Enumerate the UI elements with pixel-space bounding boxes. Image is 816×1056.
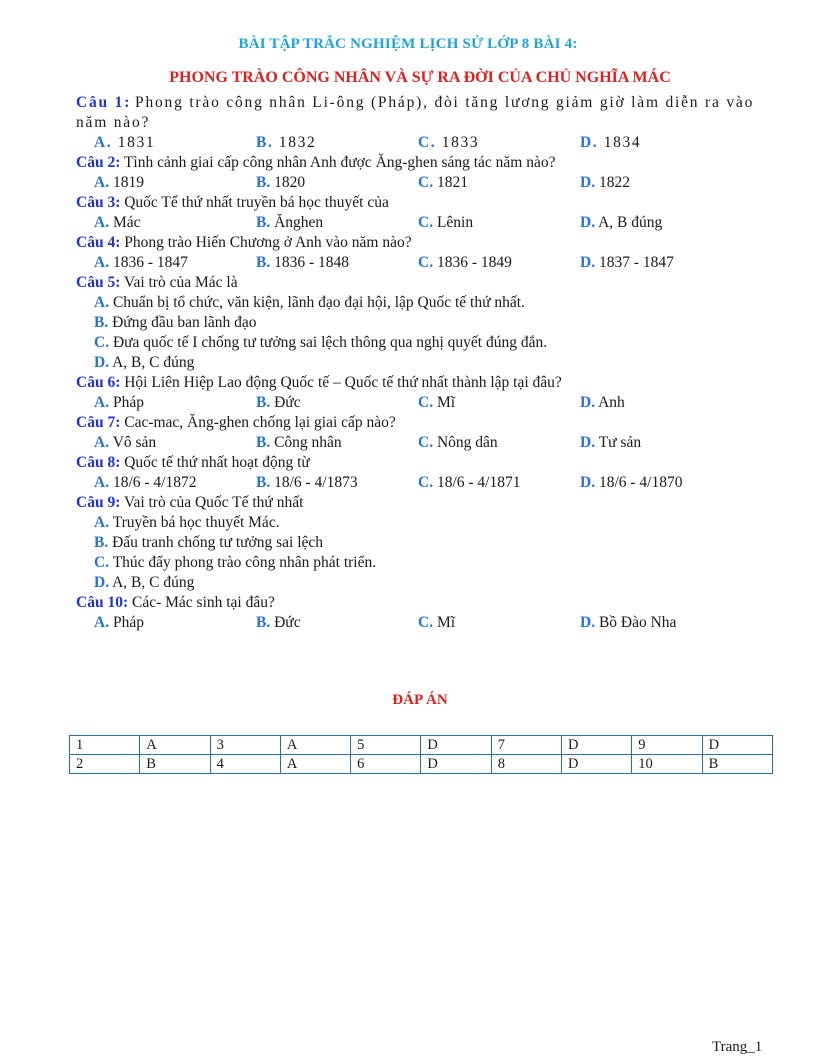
table-cell: D	[421, 755, 491, 774]
answer-key-table	[69, 735, 773, 774]
table-cell: 8	[491, 755, 561, 774]
question-number: Câu 8:	[76, 454, 121, 471]
option-c: C. Mĩ	[418, 614, 456, 631]
option-a: A. Chuẩn bị tổ chức, văn kiện, lãnh đạo đại hội, lập Quốc tế thứ nhất.	[94, 294, 525, 311]
option-c: C. 1836 - 1849	[418, 254, 512, 271]
table-cell: A	[280, 755, 350, 774]
option-d: D. A, B, C đúng	[94, 354, 195, 371]
question-text: Cac-mac, Ăng-ghen chống lại giai cấp nào?	[124, 414, 396, 431]
option-b: B. 18/6 - 4/1873	[256, 474, 358, 491]
question-text: Phong trào Hiến Chương ở Anh vào năm nào?	[124, 234, 412, 251]
option-a: A. Truyền bá học thuyết Mác.	[94, 514, 280, 531]
table-cell: D	[561, 755, 631, 774]
table-cell: 1	[70, 736, 140, 755]
question-8	[76, 453, 766, 473]
option-b: B. Đấu tranh chống tư tưởng sai lệch	[94, 534, 324, 551]
option-b: B. 1832	[256, 134, 317, 151]
table-cell: 5	[351, 736, 421, 755]
table-cell: 6	[351, 755, 421, 774]
question-text: Hội Liên Hiệp Lao động Quốc tế – Quốc tế thứ nhất thành lập tại đâu?	[124, 374, 562, 391]
table-cell: B	[140, 755, 210, 774]
document-subtitle: PHONG TRÀO CÔNG NHÂN VÀ SỰ RA ĐỜI CỦA CHỦ NGHĨA MÁC	[169, 69, 671, 86]
option-c: C. Nông dân	[418, 434, 498, 451]
option-b: B. Ănghen	[256, 214, 324, 231]
table-cell: 4	[210, 755, 280, 774]
question-6-options	[76, 393, 766, 413]
table-cell: D	[561, 736, 631, 755]
question-number: Câu 7:	[76, 414, 121, 431]
option-d: D. 1837 - 1847	[580, 254, 674, 271]
option-a: A. 1831	[94, 134, 156, 151]
option-c: C. 1821	[418, 174, 468, 191]
option-d: D. A, B, C đúng	[94, 574, 195, 591]
question-2-options	[76, 173, 766, 193]
question-1	[76, 93, 766, 133]
table-cell: B	[702, 755, 772, 774]
question-number: Câu 3:	[76, 194, 121, 211]
question-4	[76, 233, 766, 253]
question-number: Câu 6:	[76, 374, 121, 391]
page-number: Trang_1	[712, 1039, 763, 1055]
question-number: Câu 10:	[76, 594, 129, 611]
option-a: A. 1819	[94, 174, 144, 191]
option-a: A. Vô sản	[94, 434, 157, 451]
question-10	[76, 593, 766, 613]
question-5	[76, 273, 766, 293]
question-number: Câu 9:	[76, 494, 121, 511]
answer-key-title: ĐÁP ÁN	[392, 692, 448, 708]
question-text: Phong trào công nhân Li-ông (Pháp), đòi tăng lương giảm giờ làm diễn ra vào năm nào?	[76, 94, 755, 131]
option-d: D. A, B đúng	[580, 214, 663, 231]
table-cell: D	[702, 736, 772, 755]
option-a: A. Mác	[94, 214, 141, 231]
table-cell: D	[421, 736, 491, 755]
table-cell: 7	[491, 736, 561, 755]
question-text: Vai trò của Mác là	[123, 274, 238, 291]
question-7	[76, 413, 766, 433]
option-d: D. 1834	[580, 134, 642, 151]
option-b: B. Đứng đầu ban lãnh đạo	[94, 314, 257, 331]
option-b: B. Đức	[256, 614, 301, 631]
option-b: B. 1820	[256, 174, 306, 191]
option-a: A. Pháp	[94, 394, 144, 411]
table-cell: 10	[632, 755, 702, 774]
question-1-options	[76, 133, 766, 153]
option-d: D. Bồ Đào Nha	[580, 614, 677, 631]
question-list	[76, 93, 766, 633]
option-c: C. Đưa quốc tế I chống tư tưởng sai lệch thông qua nghị quyết đúng đắn.	[94, 334, 548, 351]
question-9-options	[76, 513, 766, 593]
question-2	[76, 153, 766, 173]
option-b: B. 1836 - 1848	[256, 254, 350, 271]
option-a: A. Pháp	[94, 614, 144, 631]
option-c: C. Mĩ	[418, 394, 456, 411]
question-text: Quốc tế thứ nhất hoạt động từ	[124, 454, 310, 471]
question-text: Tình cảnh giai cấp công nhân Anh được Ăng-ghen sáng tác năm nào?	[123, 154, 556, 171]
table-cell: A	[140, 736, 210, 755]
option-d: D. 18/6 - 4/1870	[580, 474, 683, 491]
document-title: BÀI TẬP TRẮC NGHIỆM LỊCH SỬ LỚP 8 BÀI 4:	[238, 36, 578, 52]
question-7-options	[76, 433, 766, 453]
table-cell: 2	[70, 755, 140, 774]
question-4-options	[76, 253, 766, 273]
question-3-options	[76, 213, 766, 233]
question-6	[76, 373, 766, 393]
question-number: Câu 4:	[76, 234, 121, 251]
option-a: A. 1836 - 1847	[94, 254, 188, 271]
question-10-options	[76, 613, 766, 633]
question-5-options	[76, 293, 766, 373]
option-d: D. 1822	[580, 174, 630, 191]
question-9	[76, 493, 766, 513]
table-row	[70, 736, 773, 755]
option-d: D. Anh	[580, 394, 625, 411]
option-c: C. 18/6 - 4/1871	[418, 474, 521, 491]
table-cell: 3	[210, 736, 280, 755]
question-number: Câu 2:	[76, 154, 121, 171]
option-c: C. Lênin	[418, 214, 474, 231]
option-d: D. Tư sản	[580, 434, 642, 451]
option-c: C. 1833	[418, 134, 480, 151]
question-text: Vai trò của Quốc Tế thứ nhất	[123, 494, 304, 511]
table-cell: 9	[632, 736, 702, 755]
question-number: Câu 5:	[76, 274, 121, 291]
question-8-options	[76, 473, 766, 493]
question-number: Câu 1:	[76, 94, 132, 111]
question-text: Quốc Tế thứ nhất truyền bá học thuyết của	[124, 194, 389, 211]
option-c: C. Thúc đẩy phong trào công nhân phát triển.	[94, 554, 377, 571]
option-a: A. 18/6 - 4/1872	[94, 474, 197, 491]
table-cell: A	[280, 736, 350, 755]
option-b: B. Công nhân	[256, 434, 342, 451]
question-3	[76, 193, 766, 213]
question-text: Các- Mác sinh tại đâu?	[131, 594, 275, 611]
option-b: B. Đức	[256, 394, 301, 411]
table-row	[70, 755, 773, 774]
